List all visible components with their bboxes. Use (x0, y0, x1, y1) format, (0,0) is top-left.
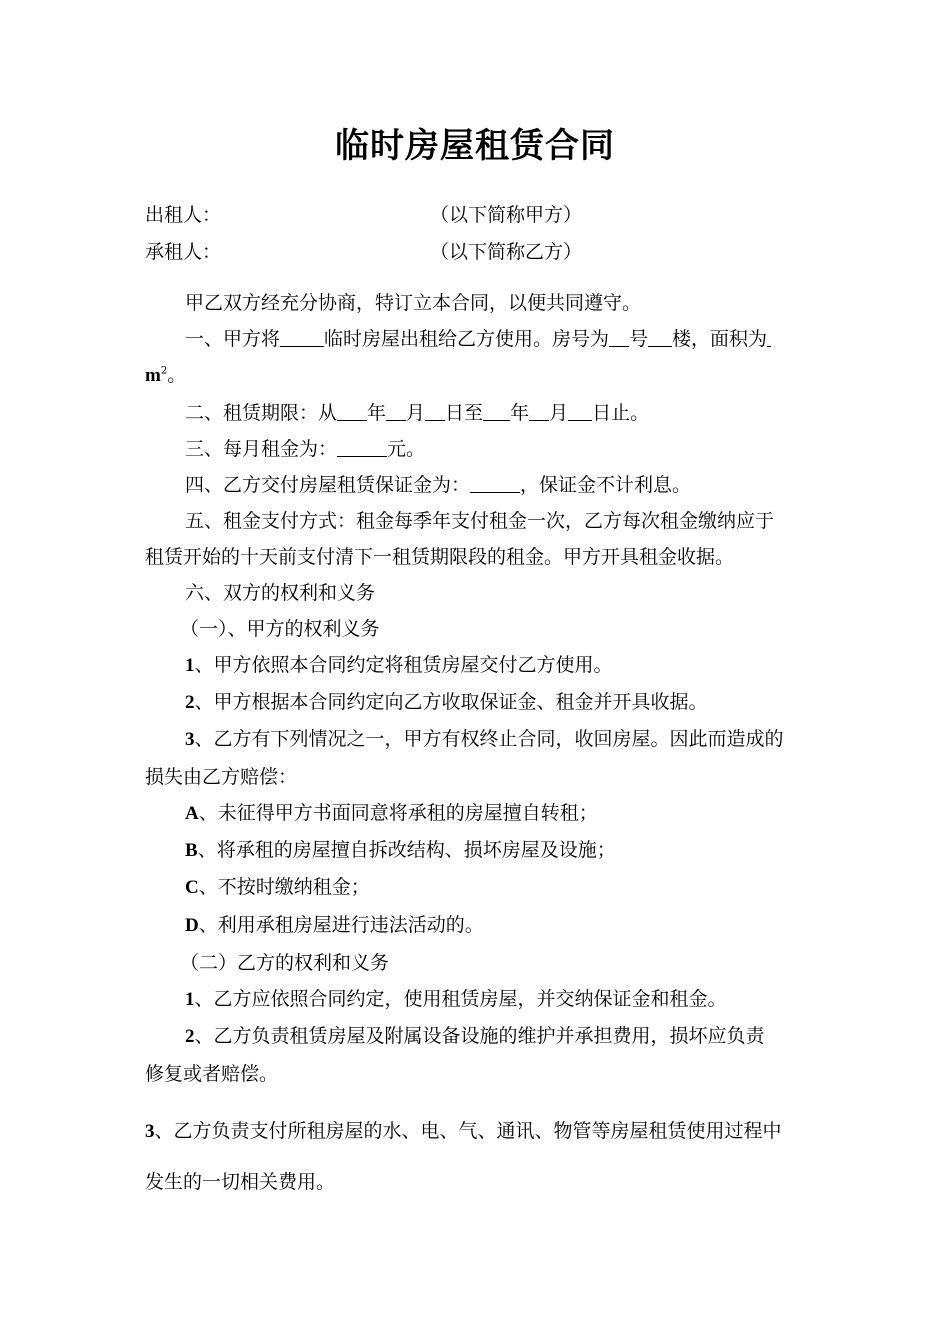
clause-6: 六、双方的权利和义务 (185, 582, 376, 604)
section-lessor-rights: （一）、甲方的权利义务 (180, 618, 380, 640)
page-title: 临时房屋租赁合同 (335, 126, 615, 166)
lessor-label: 出租人： (145, 204, 222, 226)
blank-field (568, 402, 592, 421)
blank-field (337, 402, 367, 421)
blank-field (648, 328, 672, 347)
lessor-item-1: 1、甲方依照本合同约定将租赁房屋交付乙方使用。 (185, 654, 613, 676)
blank-field (386, 402, 406, 421)
lessee-item-2: 2、乙方负责租赁房屋及附属设备设施的维护并承担费用，损坏应负责 (185, 1025, 765, 1047)
clause-2: 二、租赁期限：从 年 月 日至 年 月 日止。 (185, 402, 650, 424)
lessee-item-3: 3、乙方负责支付所租房屋的水、电、气、通讯、物管等房屋租赁使用过程中 (145, 1120, 782, 1142)
blank-field (767, 328, 771, 347)
clause-4: 四、乙方交付房屋租赁保证金为： ，保证金不计利息。 (185, 474, 692, 496)
intro-paragraph: 甲乙双方经充分协商，特订立本合同，以便共同遵守。 (185, 292, 642, 314)
lessor-item-2: 2、甲方根据本合同约定向乙方收取保证金、租金并开具收据。 (185, 691, 708, 713)
blank-field (529, 402, 549, 421)
lessee-note: （以下简称乙方） (430, 241, 583, 263)
blank-field (337, 438, 387, 457)
clause-5-line-2: 租赁开始的十天前支付清下一租赁期限段的租金。甲方开具租金收据。 (145, 546, 735, 568)
blank-field (280, 328, 324, 347)
blank-field (425, 402, 445, 421)
blank-field (470, 474, 520, 493)
lessor-note: （以下简称甲方） (430, 204, 583, 226)
lessee-item-1: 1、乙方应依照合同约定，使用租赁房屋，并交纳保证金和租金。 (185, 988, 727, 1010)
termination-item-d: D、利用承租房屋进行违法活动的。 (185, 914, 484, 936)
blank-field (483, 402, 510, 421)
lessee-item-2-cont: 修复或者赔偿。 (145, 1063, 279, 1085)
termination-item-b: B、将承租的房屋擅自拆改结构、损坏房屋及设施； (185, 839, 616, 861)
clause-3: 三、每月租金为： 元。 (185, 438, 426, 460)
lessee-item-3-cont: 发生的一切相关费用。 (145, 1171, 336, 1193)
termination-item-c: C、不按时缴纳租金； (185, 876, 370, 898)
lessor-item-3-cont: 损失由乙方赔偿： (145, 766, 298, 788)
lessee-label: 承租人： (145, 241, 222, 263)
clause-1-cont: $m^2$。 (145, 364, 187, 386)
clause-1: 一、甲方将 临时房屋出租给乙方使用。房号为 号 楼，面积为 (185, 324, 771, 351)
termination-item-a: A、未征得甲方书面同意将承租的房屋擅自转租； (185, 802, 598, 824)
clause-5-line-1: 五、租金支付方式：租金每季年支付租金一次，乙方每次租金缴纳应于 (185, 510, 775, 532)
section-lessee-rights: （二）乙方的权利和义务 (180, 952, 390, 974)
lessor-item-3: 3、乙方有下列情况之一，甲方有权终止合同，收回房屋。因此而造成的 (185, 728, 784, 750)
blank-field (609, 328, 629, 347)
